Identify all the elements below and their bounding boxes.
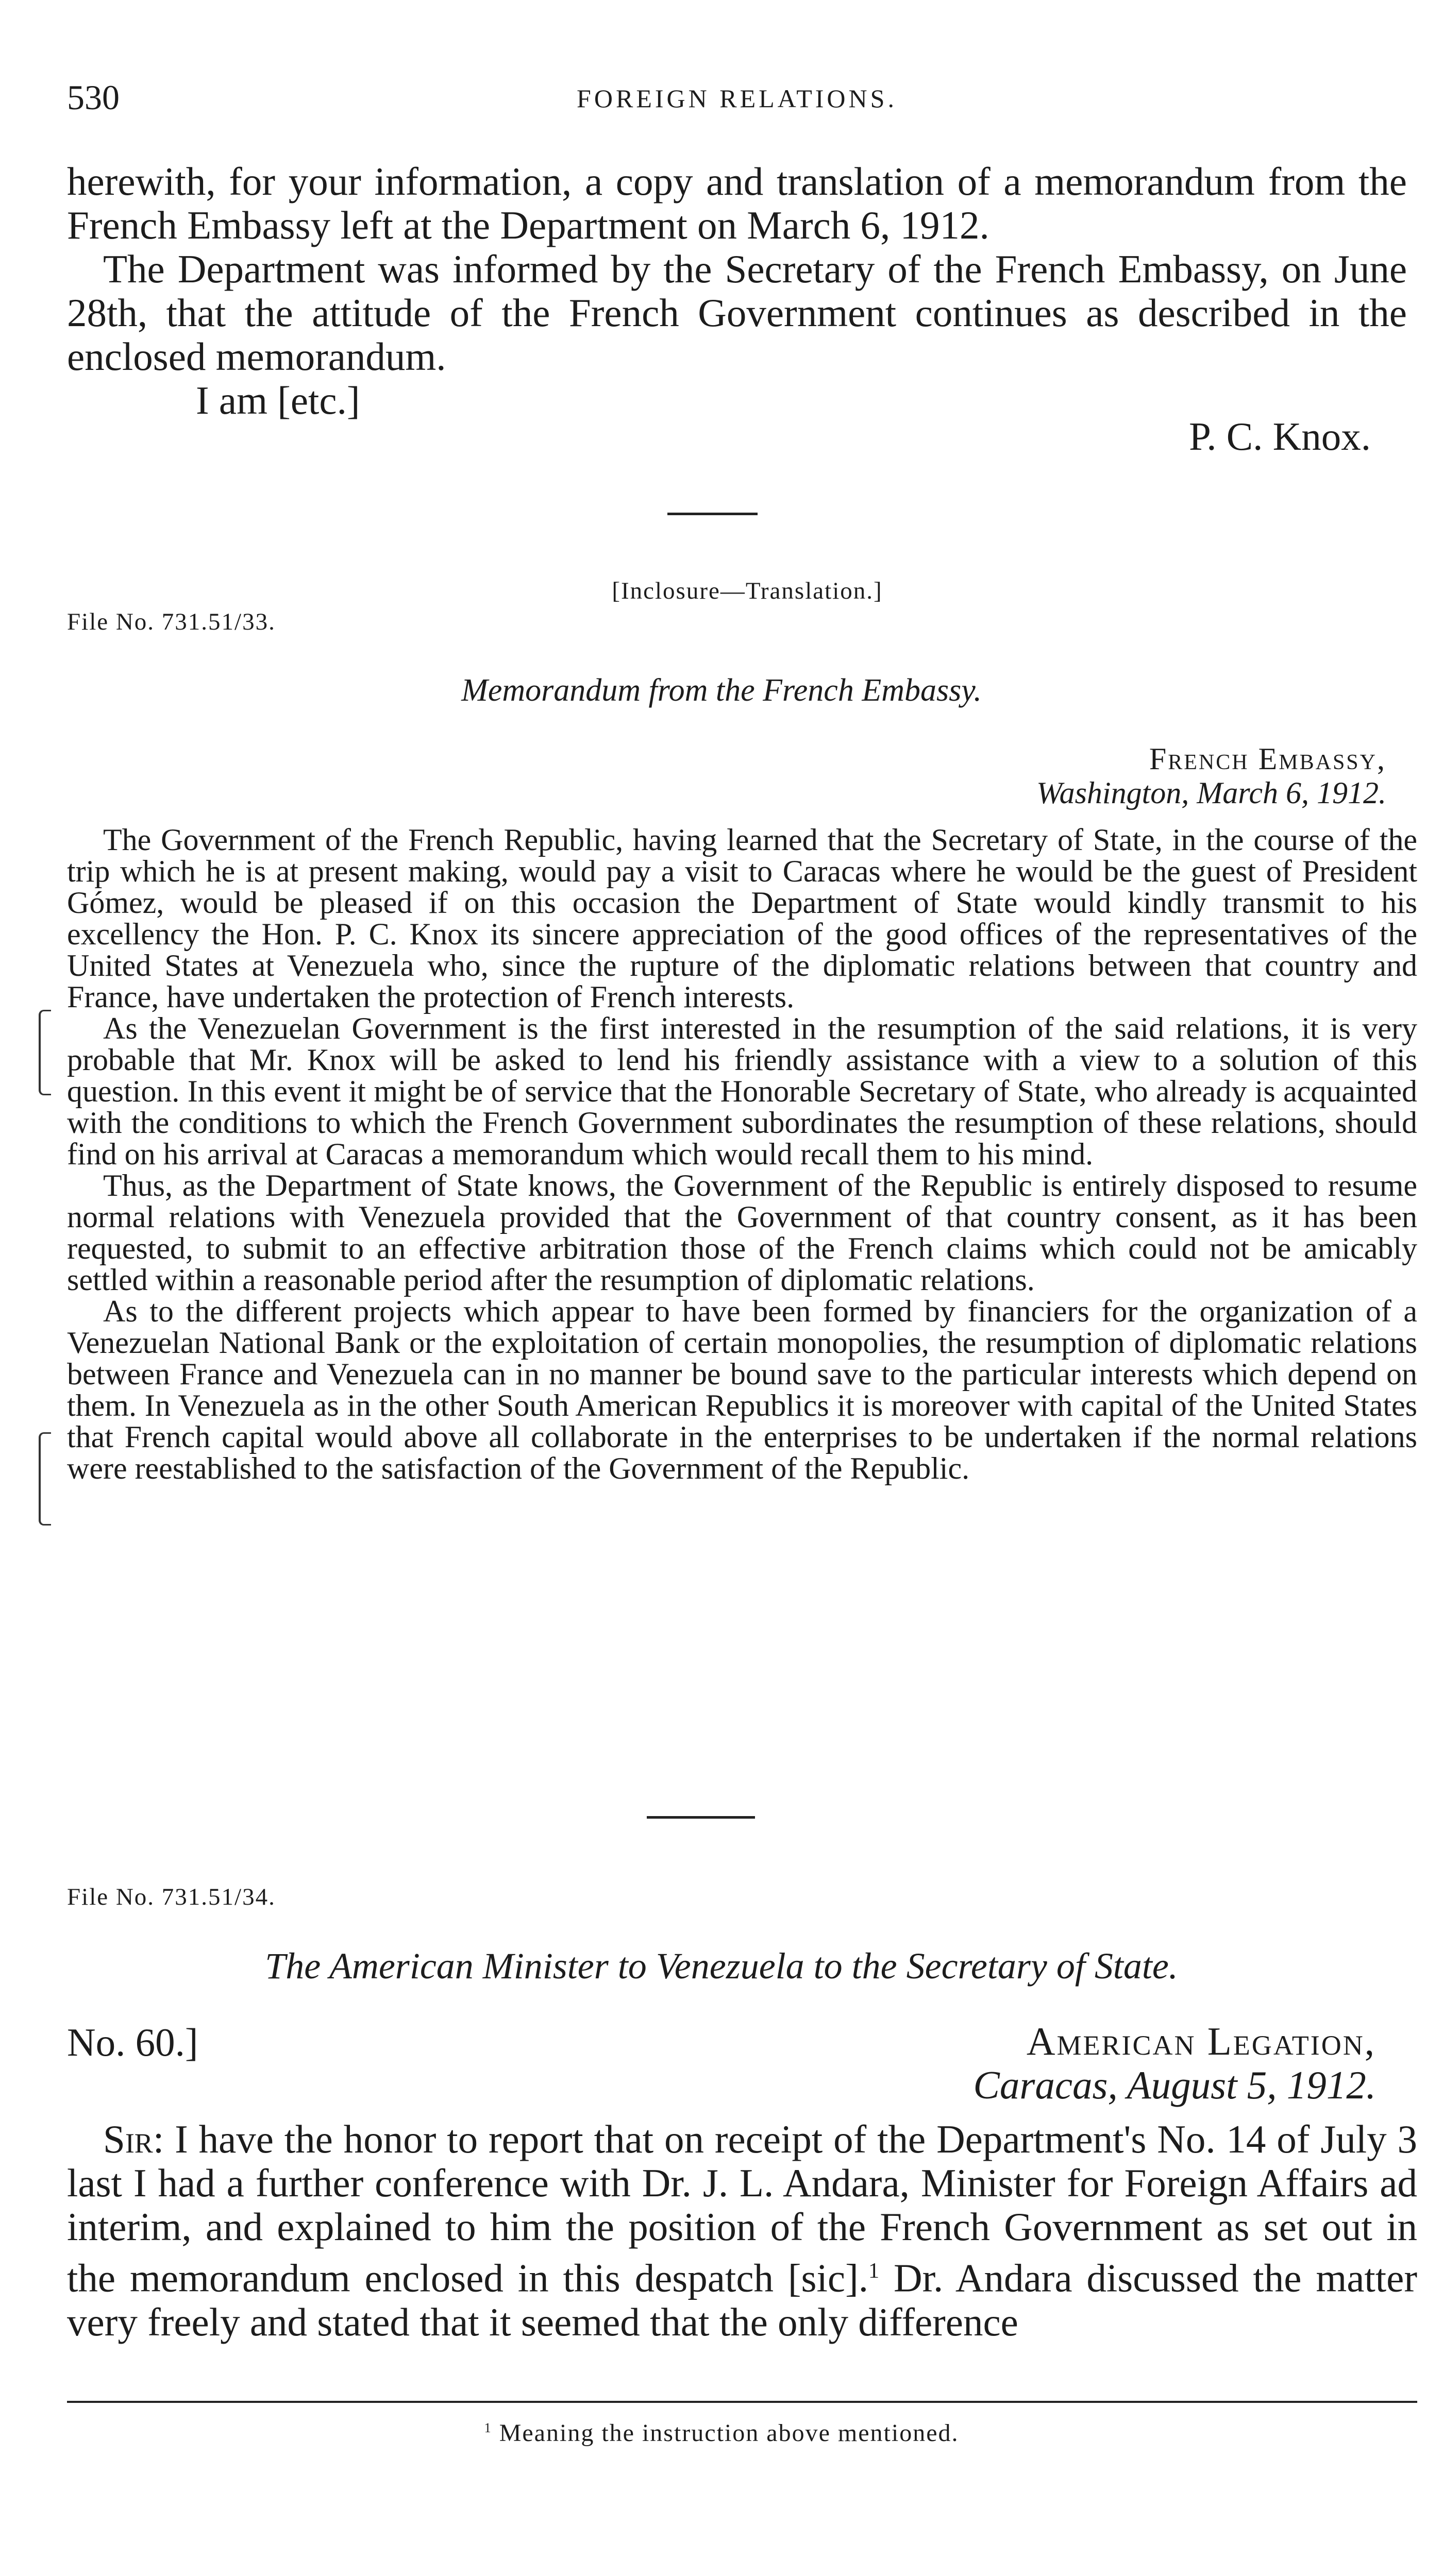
enclosure-label: [Inclosure—Translation.] xyxy=(612,578,883,604)
memo-paragraph: The Government of the French Republic, having learned that the Secretary of State, in the course of the trip which he is at present making, would pay a visit to Caracas where he would be the guest of President Gómez, would be pleased if on this occasion the Department of State would kindly transmit to his excellency the Hon. P. C. Knox its sincere appreciation of the good offices of the representatives of the United States at Venezuela who, since the rupture of the diplomatic relations between that country and France, have undertaken the protection of French interests. xyxy=(67,823,1417,1014)
footnote-rule xyxy=(67,2401,1417,2403)
file-number: File No. 731.51/33. xyxy=(67,608,276,635)
footnote-marker: 1 xyxy=(484,2420,492,2435)
dispatch-body xyxy=(67,2117,1417,2344)
dispatch-title: The American Minister to Venezuela to the Secretary of State. xyxy=(265,1945,1178,1987)
dispatch-text-continued: Dr. Andara discussed the matter very freely and stated that it seemed that the only difference xyxy=(67,2256,1417,2344)
letter-continuation xyxy=(67,159,1407,459)
page-header xyxy=(67,77,1407,118)
memorandum-title: Memorandum from the French Embassy. xyxy=(461,673,982,708)
memo-paragraph: As the Venezuelan Government is the first interested in the resumption of the said relations, it is very probable that Mr. Knox will be asked to lend his friendly assistance with a view to a solution of this question. In this event it might be of service that the Honorable Secretary of State, who already is acquainted with the conditions to which the French Government subordinates the resumption of these relations, should find on his arrival at Caracas a memorandum which would recall them to his mind. xyxy=(67,1011,1417,1171)
closing: I am [etc.] xyxy=(196,378,360,422)
footnote xyxy=(0,2419,1443,2447)
memorandum-body xyxy=(67,824,1417,1484)
running-title: FOREIGN RELATIONS. xyxy=(577,84,897,113)
footnote-text: Meaning the instruction above mentioned. xyxy=(499,2419,959,2447)
legation-place-date: Caracas, August 5, 1912. xyxy=(973,2063,1376,2107)
memo-paragraph: As to the different projects which appear to have been formed by financiers for the organization of a Venezuelan National Bank or the exploitation of certain monopolies, the resumption of diplomatic relations between France and Venezuela can in no manner be bound save to the particular interests which depend on them. In Venezuela as in the other South American Republics it is moreover with capital of the United States that French capital would above all collaborate in the enterprises to be undertaken if the normal relations were reestablished to the satisfaction of the Government of the Republic. xyxy=(67,1294,1417,1485)
page-number: 530 xyxy=(67,78,120,117)
signature: P. C. Knox. xyxy=(1188,414,1371,459)
memo-paragraph: Thus, as the Department of State knows, the Government of the Republic is entirely disposed to resume normal relations with Venezuela provided that the Government of that country consent, as it has been requested, to submit to an effective arbitration those of the French claims which could not be amicably settled within a reasonable period after the resumption of diplomatic relations. xyxy=(67,1168,1417,1297)
dispatch-paragraph xyxy=(67,2117,1417,2344)
margin-mark xyxy=(39,1432,51,1526)
continuation-paragraph: herewith, for your information, a copy and translation of a memorandum from the French Embassy left at the Department on March 6, 1912. xyxy=(67,159,1407,247)
section-rule xyxy=(667,513,758,515)
margin-mark xyxy=(39,1010,51,1095)
salutation: Sir: xyxy=(103,2117,164,2161)
legation-dateline xyxy=(974,2020,1376,2107)
embassy-place-date: Washington, March 6, 1912. xyxy=(1036,776,1386,810)
closing-row xyxy=(67,378,1407,459)
file-number: File No. 731.51/34. xyxy=(67,1884,276,1910)
footnote-reference: 1 xyxy=(868,2259,880,2283)
dispatch-text: I have the honor to report that on receipt of the Department's No. 14 of July 3 last I had a further conference with Dr. J. L. Andara, Minister for Foreign Affairs ad interim, and explained to him the position of the French Government as set out in the memorandum enclosed in this despatch [sic]. xyxy=(67,2117,1418,2300)
legation-name: American Legation, xyxy=(1026,2019,1376,2063)
embassy-dateline xyxy=(1036,742,1386,810)
section-rule xyxy=(647,1816,755,1819)
continuation-paragraph-2: The Department was informed by the Secretary of the French Embassy, on June 28th, that the attitude of the French Government continues as described in the enclosed memorandum. xyxy=(67,247,1407,379)
embassy-name: French Embassy, xyxy=(1149,742,1386,776)
dispatch-number: No. 60.] xyxy=(67,2020,198,2064)
